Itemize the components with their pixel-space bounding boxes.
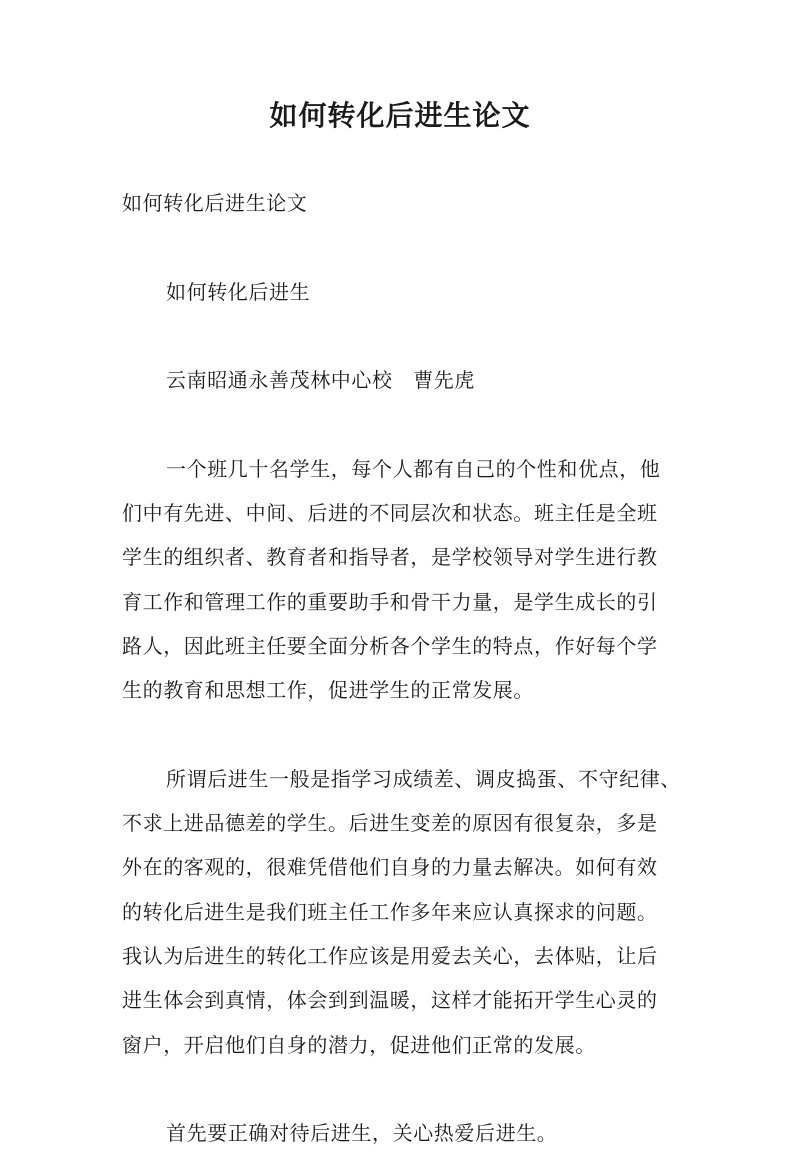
- spacer: [122, 402, 682, 446]
- document-body: [122, 181, 682, 1156]
- subtitle: 如何转化后进生: [166, 279, 311, 304]
- paragraph-line: 生的教育和思想工作，促进学生的正常发展。: [122, 678, 534, 703]
- author-line: 云南昭通永善茂林中心校 曹先虎: [166, 368, 475, 393]
- paragraph-line: 我认为后进生的转化工作应该是用爱去关心，去体贴，让后: [122, 944, 658, 969]
- paragraph-line: 路人，因此班主任要全面分析各个学生的特点，作好每个学: [122, 633, 658, 658]
- paragraph-line: 学生的组织者、教育者和指导者，是学校领导对学生进行教: [122, 545, 658, 570]
- spacer: [122, 713, 682, 757]
- paragraph-line: 外在的客观的，很难凭借他们自身的力量去解决。如何有效: [122, 855, 658, 880]
- paragraph-line: 不求上进品德差的学生。后进生变差的原因有很复杂，多是: [122, 811, 658, 836]
- paragraph-line: 所谓后进生一般是指学习成绩差、调皮捣蛋、不守纪律、: [166, 766, 681, 791]
- paragraph-1: [122, 447, 682, 713]
- paragraph-line: 进生体会到真情，体会到到温暖，这样才能拓开学生心灵的: [122, 988, 658, 1013]
- paragraph-line: 一个班几十名学生，每个人都有自己的个性和优点，他: [166, 456, 661, 481]
- paragraph-line: 育工作和管理工作的重要助手和骨干力量，是学生成长的引: [122, 589, 658, 614]
- heading-repeat: 如何转化后进生论文: [122, 191, 308, 215]
- paragraph-2: [122, 757, 682, 1067]
- paragraph-line: 窗户，开启他们自身的潜力，促进他们正常的发展。: [122, 1032, 596, 1057]
- spacer: [122, 314, 682, 358]
- paragraph-line: 们中有先进、中间、后进的不同层次和状态。班主任是全班: [122, 501, 658, 526]
- spacer: [122, 1067, 682, 1111]
- paragraph-line: 的转化后进生是我们班主任工作多年来应认真探求的问题。: [122, 899, 658, 924]
- spacer: [122, 225, 682, 269]
- document-title: 如何转化后进生论文: [269, 99, 531, 132]
- paragraph-3: 首先要正确对待后进生，关心热爱后进生。: [166, 1121, 558, 1146]
